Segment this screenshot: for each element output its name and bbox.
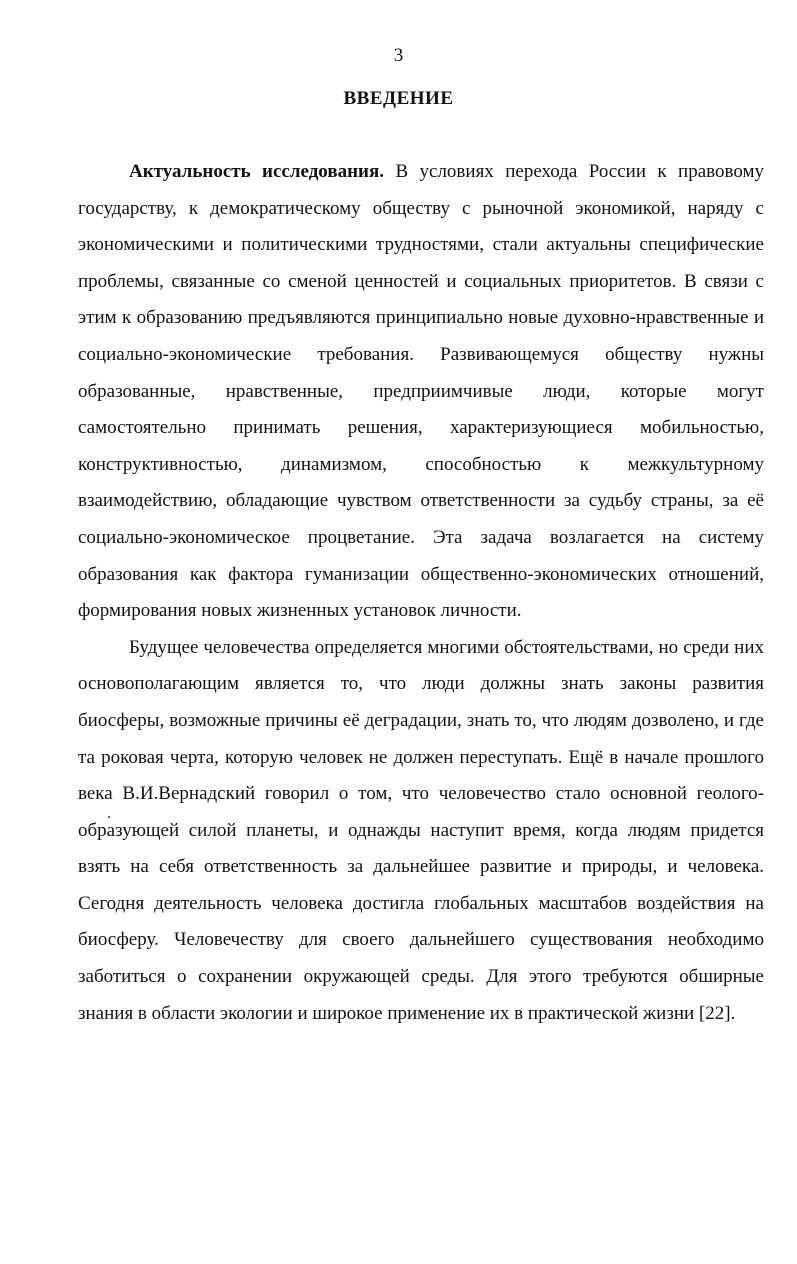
section-heading: ВВЕДЕНИЕ [343,88,454,109]
paragraph-relevance [78,154,764,630]
scan-speck [108,816,110,818]
paragraph-lead: Актуальность исследования. [129,161,385,182]
paragraph-future: Будущее человечества определяется многими обстоятельствами, но среди них основополагающим является то, что люди должны знать законы развития биосферы, возможные причины её деградации, знать то, что людям дозволено, и где та роковая черта, которую человек не должен переступать. Ещё в начале прошлого века В.И.Вернадский говорил о том, что человечество стало основной геолого-образующей силой планеты, и однажды наступит время, когда людям придется взять на себя ответственность за дальнейшее развитие и природы, и человека. Сегодня деятельность человека достигла глобальных масштабов воздействия на биосферу. Человечеству для своего дальнейшего существования необходимо заботиться о сохранении окружающей среды. Для этого требуются обширные знания в области экологии и широкое применение их в практической жизни [22]. [78,636,764,1024]
paragraph-relevance-text: В условиях перехода России к правовому государству, к демократическому обществу с рыночной экономикой, наряду с экономическими и политическими трудностями, стали актуальны специфические проблемы, связанные со сменой ценностей и социальных приоритетов. В связи с этим к образованию предъявляются принципиально новые духовно-нравственные и социально-экономические требования. Развивающемуся обществу нужны образованные, нравственные, предприимчивые люди, которые могут самостоятельно принимать решения, характеризующиеся мобильностью, конструктивностью, динамизмом, способностью к межкультурному взаимодействию, обладающие чувством ответственности за судьбу страны, за её социально-экономическое процветание. Эта задача возлагается на систему образования как фактора гуманизации общественно-экономических отношений, формирования новых жизненных установок личности. [78,161,764,622]
page-number: 3 [393,45,404,66]
body-text [78,154,764,1032]
